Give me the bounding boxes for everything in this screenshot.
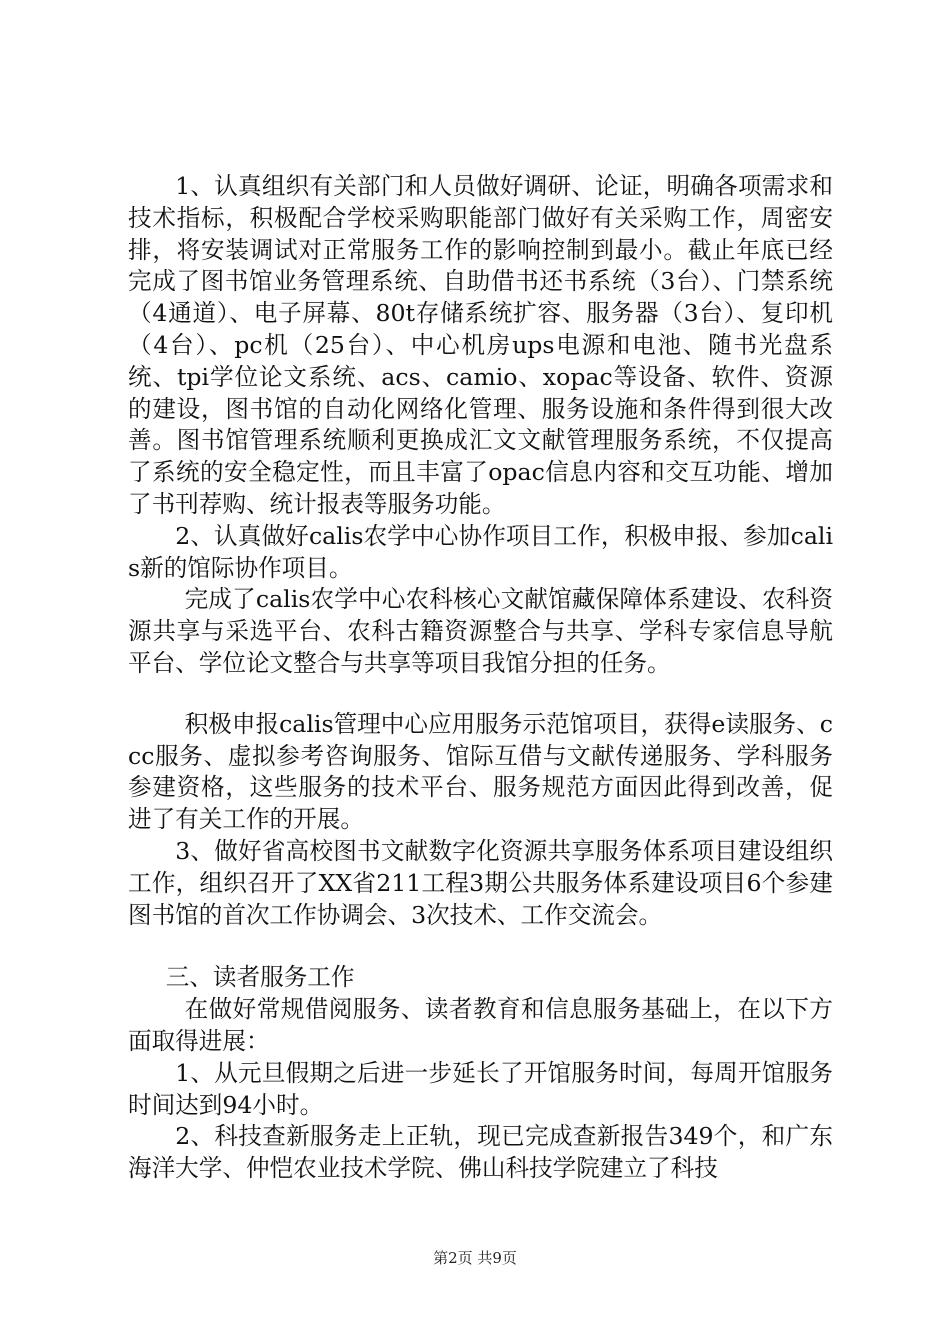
paragraph-reader-item-1: 1、从元旦假期之后进一步延长了开馆服务时间，每周开馆服务时间达到94小时。 <box>128 1058 833 1119</box>
document-body <box>128 171 833 1185</box>
paragraph-calis-tasks: 完成了calis农学中心农科核心文献馆藏保障体系建设、农科资源共享与采选平台、农科古籍资源整合与共享、学科专家信息导航平台、学位论文整合与共享等项目我馆分担的任务。 <box>128 585 833 677</box>
paragraph-item-1: 1、认真组织有关部门和人员做好调研、论证，明确各项需求和技术指标，积极配合学校采购职能部门做好有关采购工作，周密安排，将安装调试对正常服务工作的影响控制到最小。截止年底已经完成了图书馆业务管理系统、自助借书还书系统（3台）、门禁系统（4通道）、电子屏幕、80t存储系统扩容、服务器（3台）、复印机（4台）、pc机（25台）、中心机房ups电源和电池、随书光盘系统、tpi学位论文系统、acs、camio、xopac等设备、软件、资源的建设，图书馆的自动化网络化管理、服务设施和条件得到很大改善。图书馆管理系统顺利更换成汇文文献管理服务系统，不仅提高了系统的安全稳定性，而且丰富了opac信息内容和交互功能、增加了书刊荐购、统计报表等服务功能。 <box>128 172 833 518</box>
paragraph-calis-demo: 积极申报calis管理中心应用服务示范馆项目，获得e读服务、ccc服务、虚拟参考咨询服务、馆际互借与文献传递服务、学科服务参建资格，这些服务的技术平台、服务规范方面因此得到改善，促进了有关工作的开展。 <box>128 709 833 834</box>
paragraph-item-2: 2、认真做好calis农学中心协作项目工作，积极申报、参加calis新的馆际协作项目。 <box>128 521 833 582</box>
paragraph-reader-intro: 在做好常规借阅服务、读者教育和信息服务基础上，在以下方面取得进展： <box>128 995 833 1055</box>
page-number-footer: 第2页 共9页 <box>433 1249 517 1267</box>
section-heading-reader-service: 三、读者服务工作 <box>165 963 355 992</box>
paragraph-reader-item-2: 2、科技查新服务走上正轨，现已完成查新报告349个，和广东海洋大学、仲恺农业技术学院、佛山科技学院建立了科技 <box>128 1122 833 1183</box>
paragraph-item-3: 3、做好省高校图书文献数字化资源共享服务体系项目建设组织工作，组织召开了XX省211工程3期公共服务体系建设项目6个参建图书馆的首次工作协调会、3次技术、工作交流会。 <box>128 836 833 929</box>
